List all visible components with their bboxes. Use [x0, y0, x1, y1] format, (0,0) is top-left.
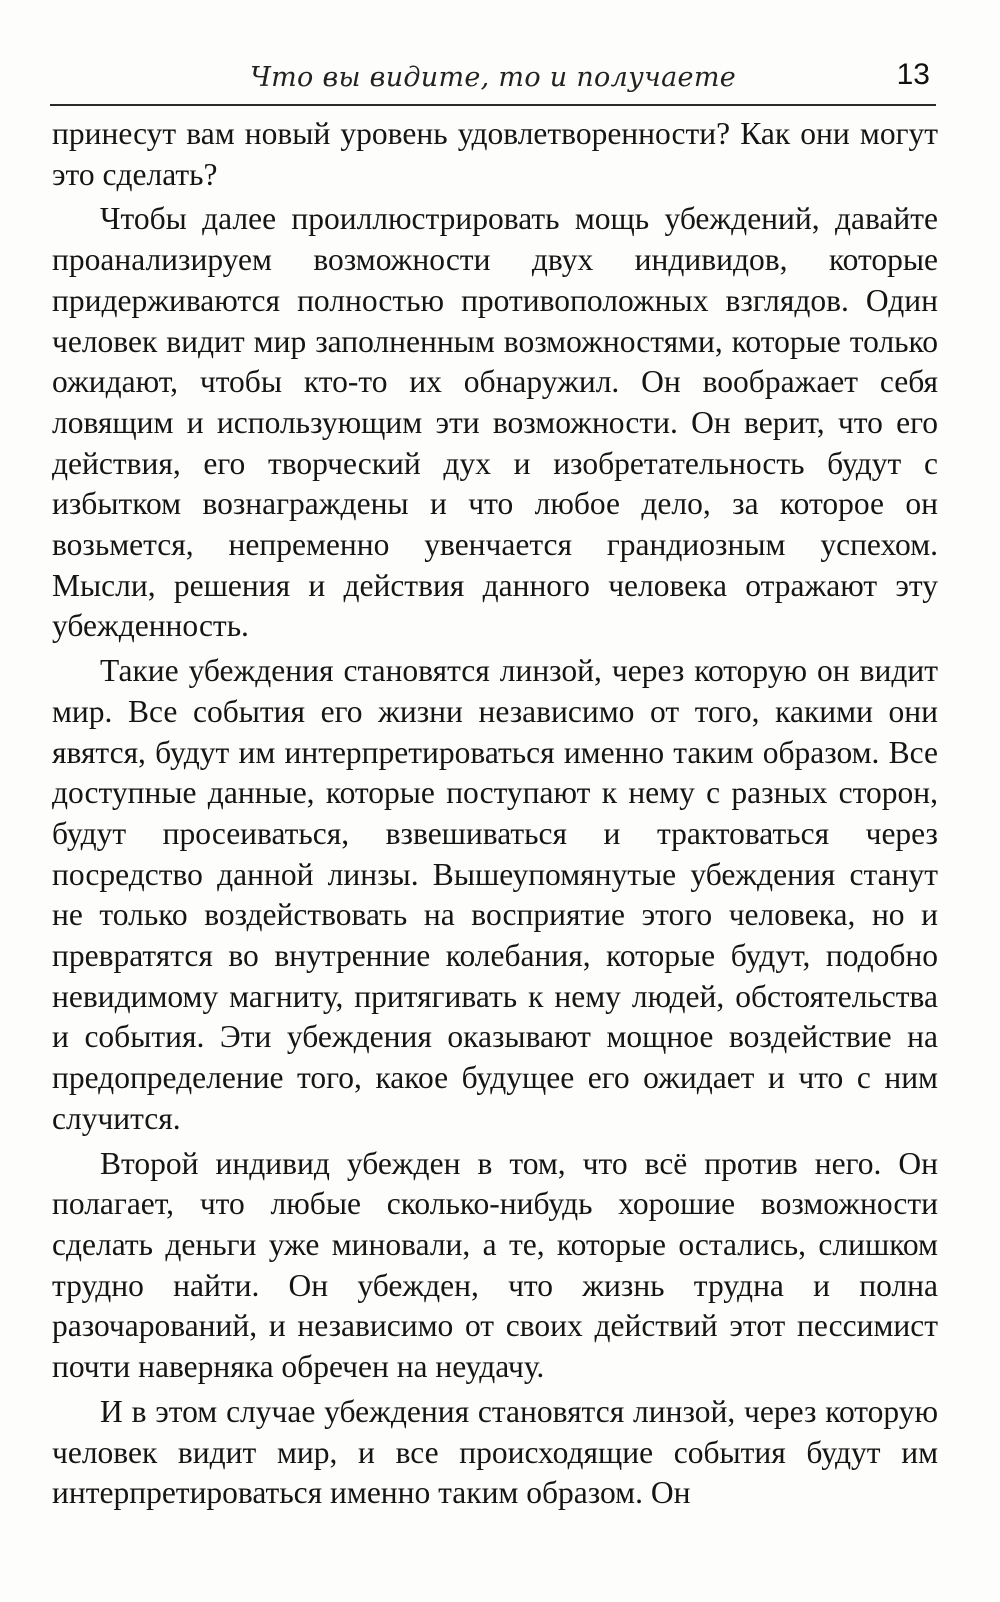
- paragraph-5: И в этом случае убеждения становятся линзой, через которую человек видит мир, и все происходящие события будут им интерпретироваться именно таким образом. Он: [52, 1393, 938, 1511]
- paragraph-3: Такие убеждения становятся линзой, через которую он видит мир. Все события его жизни независимо от того, какими они явятся, будут им интерпретироваться именно таким образом. Все доступные данные, которые поступают к нему с разных сторон, будут просеиваться, взвешиваться и трактоваться через посредство данной линзы. Вышеупомянутые убеждения станут не только воздействовать на восприятие этого человека, но и превратятся во внутренние колебания, которые будут, подобно невидимому магниту, притягивать к нему людей, обстоятельства и события. Эти убеждения оказывают мощное воздействие на предопределение того, какое будущее его ожидает и что с ним случится.: [52, 653, 938, 1136]
- paragraph-1: принесут вам новый уровень удовлетворенности? Как они могут это сделать?: [52, 116, 938, 192]
- body-text: [52, 114, 938, 1514]
- paragraph-2: Чтобы далее проиллюстрировать мощь убеждений, давайте проанализируем возможности двух индивидов, которые придерживаются полностью противоположных взглядов. Один человек видит мир заполненным возможностями, которые только ожидают, чтобы кто-то их обнаружил. Он воображает себя ловящим и использующим эти возможности. Он верит, что его действия, его творческий дух и изобретательность будут с избытком вознаграждены и что любое дело, за которое он возьмется, непременно увенчается грандиозным успехом. Мысли, решения и действия данного человека отражают эту убежденность.: [52, 201, 938, 644]
- page-header: [50, 58, 936, 106]
- page-number: 13: [896, 58, 930, 91]
- paragraph-4: Второй индивид убежден в том, что всё против него. Он полагает, что любые сколько-нибудь хорошие возможности сделать деньги уже миновали, а те, которые остались, слишком трудно найти. Он убежден, что жизнь трудна и полна разочарований, и независимо от своих действий этот пессимист почти наверняка обречен на неудачу.: [52, 1145, 938, 1385]
- running-title: Что вы видите, то и получаете: [249, 62, 736, 93]
